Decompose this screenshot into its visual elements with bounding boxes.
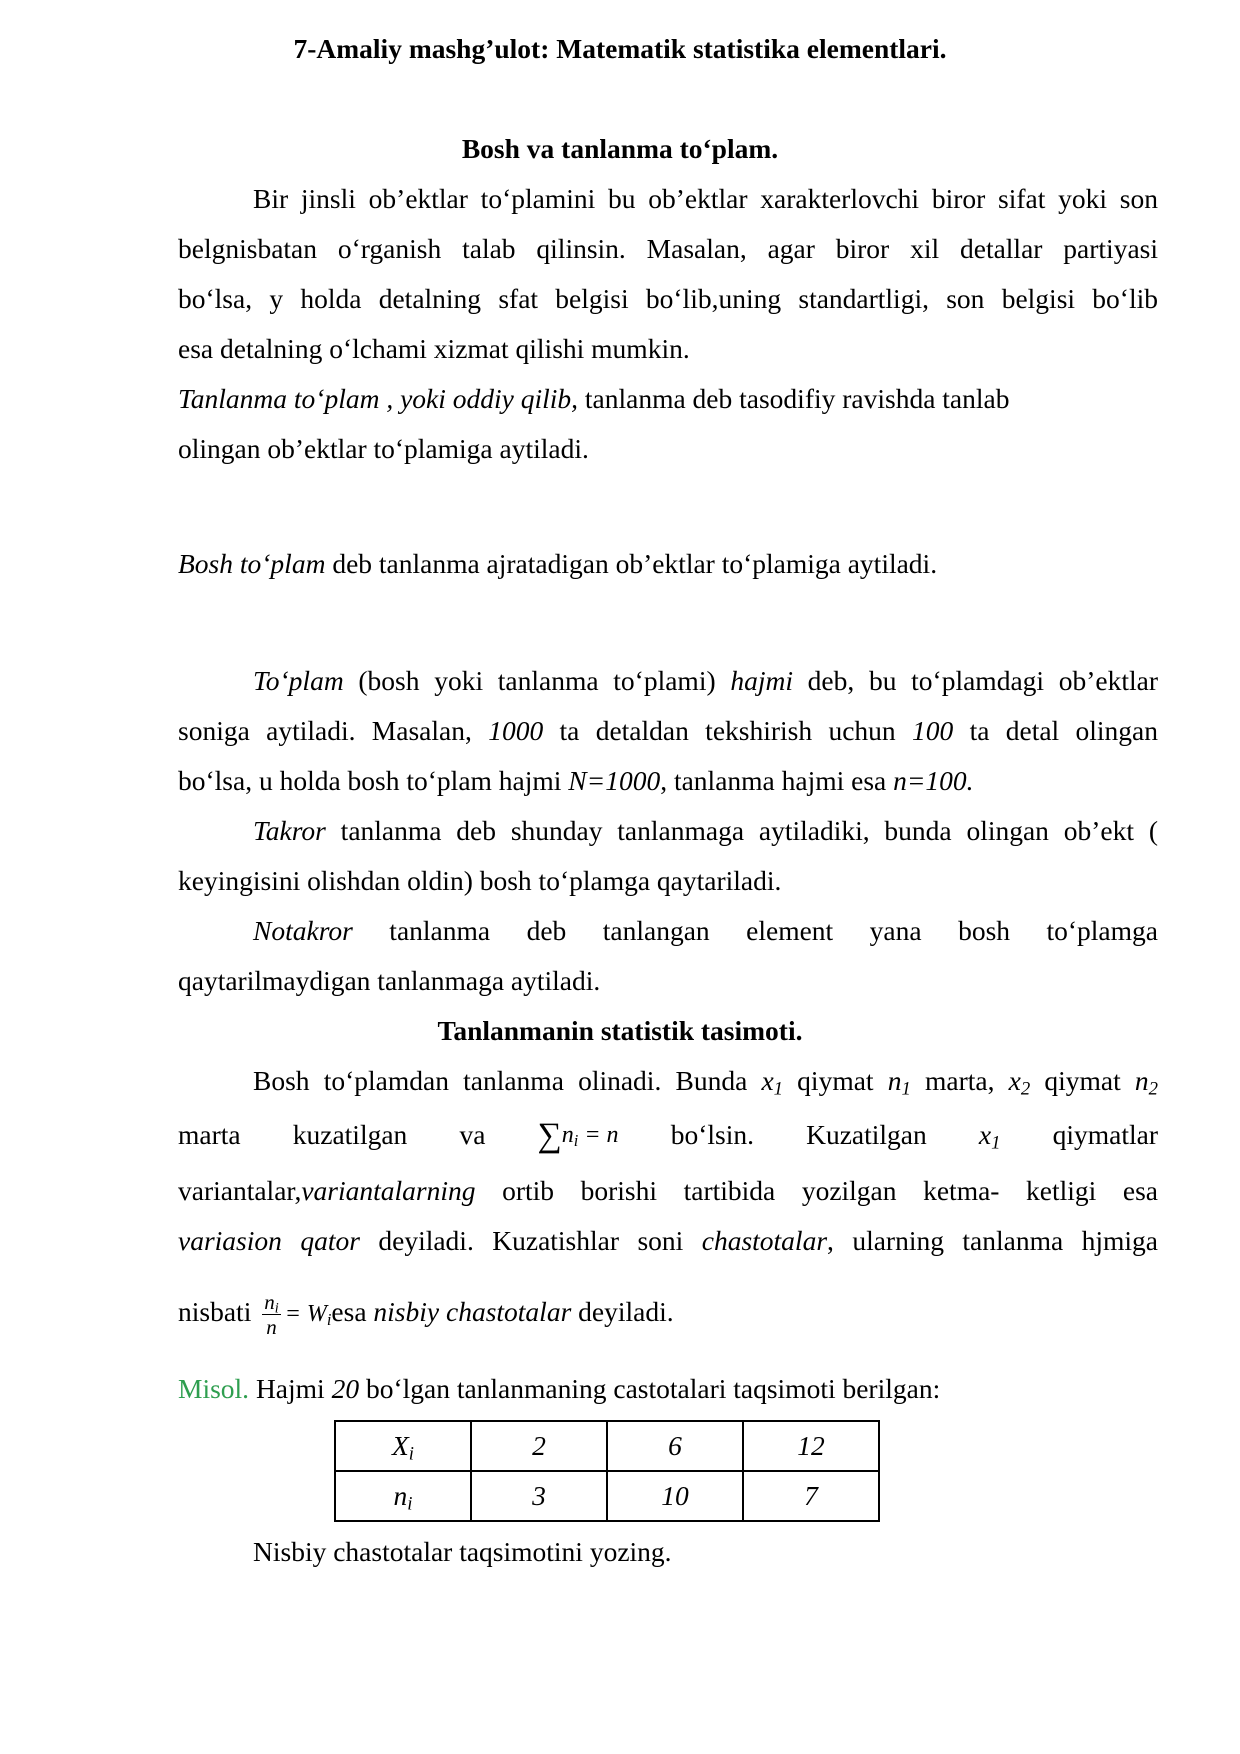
term: Notakror <box>253 915 353 946</box>
page-title: 7-Amaliy mashg’ulot: Matematik statistika elementlari. <box>293 33 947 64</box>
example-label: Misol. <box>178 1373 250 1404</box>
paragraph-line: Bosh to‘plamdan tanlanma olinadi. Bunda $x_1$ qiymat $n_1$ marta, $x_2$ qiymat $n_2$ <box>253 1065 1159 1100</box>
table-cell: 10 <box>607 1471 743 1521</box>
table-cell: 3 <box>471 1471 607 1521</box>
table-cell: 12 <box>743 1421 879 1471</box>
term: Tanlanma to‘plam , yoki oddiy qilib, <box>178 383 579 414</box>
paragraph-line: variasion qator deyiladi. Kuzatishlar soni chastotalar, ularning tanlanma hjmiga <box>178 1225 1159 1256</box>
paragraph-line: esa detalning o‘lchami xizmat qilishi mumkin. <box>178 333 690 364</box>
table-cell: 2 <box>471 1421 607 1471</box>
table-cell: 7 <box>743 1471 879 1521</box>
paragraph-line: bo‘lsa, u holda bosh to‘plam hajmi N=1000, tanlanma hajmi esa n=100. <box>178 765 974 796</box>
paragraph-line: qaytarilmaydigan tanlanmaga aytiladi. <box>178 965 601 996</box>
paragraph-line: belgnisbatan o‘rganish talab qilinsin. Masalan, agar biror xil detallar partiyasi <box>178 233 1158 264</box>
paragraph-line: To‘plam (bosh yoki tanlanma to‘plami) hajmi deb, bu to‘plamdagi ob’ektlar <box>253 665 1158 696</box>
paragraph-line: marta kuzatilgan va $\sum n_i = n$ bo‘lsin. Kuzatilgan $x_1$ qiymatlar <box>178 1117 1158 1154</box>
definition-general: Bosh to‘plam deb tanlanma ajratadigan ob’ektlar to‘plamiga aytiladi. <box>178 548 938 579</box>
section-heading-2: Tanlanmanin statistik tasimoti. <box>437 1015 803 1046</box>
paragraph-line: Bir jinsli ob’ektlar to‘plamini bu ob’ektlar xarakterlovchi biror sifat yoki son <box>253 183 1158 214</box>
definition-norepeat: Notakror tanlanma deb tanlangan element yana bosh to‘plamga <box>253 915 1158 946</box>
table-header-cell: $X_i$ <box>335 1421 471 1471</box>
paragraph-line: olingan ob’ektlar to‘plamiga aytiladi. <box>178 433 589 464</box>
example-task: Nisbiy chastotalar taqsimotini yozing. <box>253 1536 672 1567</box>
section-heading-1: Bosh va tanlanma to‘plam. <box>461 133 779 164</box>
paragraph-line: bo‘lsa, y holda detalning sfat belgisi bo‘lib,uning standartligi, son belgisi bo‘lib <box>178 283 1158 314</box>
table-cell: 6 <box>607 1421 743 1471</box>
paragraph-line: variantalar,variantalarning ortib borishi tartibida yozilgan ketma- ketligi esa <box>178 1175 1158 1206</box>
definition-sample: Tanlanma to‘plam , yoki oddiy qilib, tanlanma deb tasodifiy ravishda tanlab <box>178 383 1010 414</box>
table-header-cell: $n_i$ <box>335 1471 471 1521</box>
definition-repeat: Takror tanlanma deb shunday tanlanmaga aytiladiki, bunda olingan ob’ekt ( <box>253 815 1158 846</box>
sum-formula: $\sum n_i = n$ <box>537 1117 619 1154</box>
frequency-table <box>334 1420 880 1522</box>
fraction: $\frac{n_i}{n}$ <box>264 1290 279 1340</box>
table-row <box>335 1471 879 1521</box>
paragraph-line: nisbati $\frac{n_i}{n}$ = $W_iesa$ nisbiy chastotalar deyiladi. <box>178 1290 674 1340</box>
paragraph-line: soniga aytiladi. Masalan, 1000 ta detaldan tekshirish uchun 100 ta detal olingan <box>178 715 1159 746</box>
paragraph-line: keyingisini olishdan oldin) bosh to‘plamga qaytariladi. <box>178 865 782 896</box>
example-intro: Misol. Hajmi 20 bo‘lgan tanlanmaning castotalari taqsimoti berilgan: <box>178 1373 941 1404</box>
term: Bosh to‘plam <box>178 548 326 579</box>
table-row <box>335 1421 879 1471</box>
term: Takror <box>253 815 326 846</box>
